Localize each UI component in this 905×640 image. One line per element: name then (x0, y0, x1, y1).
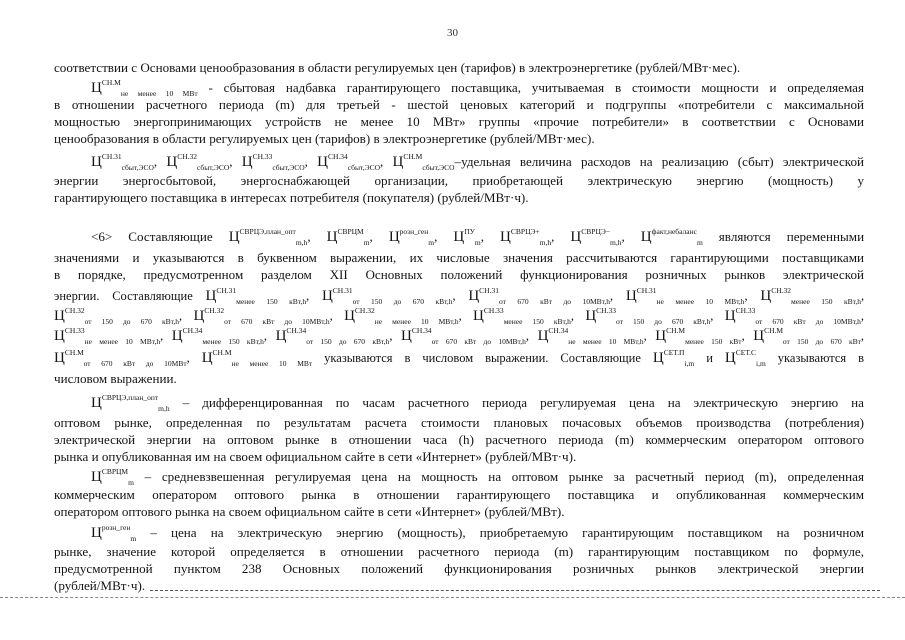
paragraph-line: энергии энергосбытовой, энергоснабжающей организации, приобретающей электрическую энергию (мощность) у (54, 173, 864, 188)
formula-symbol: $Ц^{СН.34}_{не менее 10 МВт,h}$, (537, 326, 647, 346)
formula-symbol: $Ц^{СН.31}_{от 670 кВт до 10МВт,h}$, (468, 286, 614, 306)
formula-symbol: $Ц^{СН.34}_{менее 150 кВт,h}$, (171, 326, 268, 346)
formula-symbol: $Ц^{СВРЦЭ,план\_опт}_{m,h}$, $Ц^{СВРЦМ}_m$, $Ц^{розн\_ген}_m$, $Ц^{ПУ}_m$, $Ц^{СВРЦЭ+}_{m,h}$, $Ц^{СВРЦЭ-}_{m,h}$, $Ц^{факт,небаланс}_m$ (228, 227, 703, 247)
formula-symbol: $Ц^{СВРЦЭ,план\_опт}_{m,h}$ (91, 393, 170, 413)
page-number: 30 (447, 27, 458, 39)
paragraph-line: (рублей/МВт·ч). (54, 578, 146, 593)
formula-symbol: $Ц^{СН.32}_{от 670 кВт до 10МВт,h}$, (193, 306, 333, 326)
formula-symbol: $Ц^{СН.31}_{не менее 10 МВт,h}$, (625, 286, 748, 306)
formula-symbol: $Ц^{СН.М}_{от 670 кВт до 10МВт}$, (54, 348, 190, 368)
formula-symbol: $Ц^{СН.32}_{от 150 до 670 кВт,h}$, (54, 306, 183, 326)
formula-symbol: $Ц^{СН.М}_{от 150 до 670 кВт}$, (753, 326, 865, 346)
definition-line: $Ц^{СН.М}_{не менее 10 МВт}$ - сбытовая надбавка гарантирующего поставщика, учитываемая в стоимости мощности и определяемая (91, 78, 864, 98)
paragraph-line: оптовом рынке, определенная по результатам расчета стоимости плановых почасовых объемов производства (потребления) (54, 415, 864, 430)
formula-symbol: $Ц^{СВРЦМ}_m$ (91, 467, 134, 487)
formula-row (54, 308, 864, 326)
paragraph-line: соответствии с Основами ценообразования в области регулируемых цен (тарифов) в электроэнергетике (рублей/МВт·мес). (54, 60, 741, 75)
formula-symbol: $Ц^{СН.33}_{от 150 до 670 кВт,h}$, (585, 306, 714, 326)
paragraph-line: ценообразования в области регулируемых цен (тарифов) в электроэнергетике (рублей/МВт·мес). (54, 131, 595, 146)
formula-symbol: $Ц^{СН.33}_{не менее 10 МВт,h}$, (54, 326, 164, 346)
paragraph-line: значениями и указываются в буквенном выражении, их числовые значения рассчитываются гарантирующими поставщиками (54, 250, 864, 265)
definition-line: $Ц^{СВРЦЭ,план\_опт}_{m,h}$ – дифференцированная по часам расчетного периода регулируемая цена на электрическую энергию на (91, 393, 864, 413)
formula-symbol: $Ц^{СН.М}_{менее 150 кВт}$, (655, 326, 745, 346)
formula-symbol: $Ц^{СН.34}_{от 150 до 670 кВт,h}$, (275, 326, 393, 346)
paragraph-line: предусмотренной пунктом 238 Основных положений функционирования розничных рынков электрической энергии (54, 561, 864, 576)
paragraph-line: оператором оптового рынка на своем официальном сайте в сети «Интернет» (рублей/МВт). (54, 504, 565, 519)
formula-symbol: $Ц^{СН.33}_{от 670 кВт до 10МВт,h}$, (724, 306, 865, 326)
paragraph-line: коммерческим оператором оптового рынка в отношении гарантирующего поставщика и опубликованная коммерческим (54, 487, 864, 502)
formula-symbol: $Ц^{СН.31}_{от 150 до 670 кВт,h}$, (321, 286, 456, 306)
formula-symbol: $Ц^{СН.М}_{не менее 10 МВт}$ (91, 78, 198, 98)
paragraph-line: в отношении расчетного периода (m) для третьей - шестой ценовых категорий и подгруппы «потребители с максимальной (54, 97, 864, 112)
formula-symbol: $Ц^{СН.32}_{менее 150 кВт,h}$, (760, 286, 865, 306)
formula-symbol: $Ц^{розн\_ген}_m$ (91, 523, 137, 543)
paragraph-line: гарантирующего поставщика в интересах потребителя (покупателя) (рублей/МВт·ч). (54, 190, 529, 205)
paragraph-line: рынке, значение которой определяется в отношении расчетного периода (m) гарантирующим поставщиком по формуле, (54, 544, 864, 559)
formula-symbol: $Ц^{СН.34}_{от 670 кВт до 10МВт,h}$, (400, 326, 530, 346)
formula-symbol: $Ц^{СН.31}_{сбыт,ЭСО}$, $Ц^{СН.32}_{сбыт,ЭСО}$, $Ц^{СН.33}_{сбыт,ЭСО}$, $Ц^{СН.34}_{сбыт,ЭСО}$, $Ц^{СН.М}_{сбыт,ЭСО}-$ (91, 152, 462, 172)
formula-row (54, 328, 864, 346)
definition-line: $Ц^{розн\_ген}_m$ – цена на электрическую энергию (мощность), приобретаемую гарантирующим поставщиком на розничном (91, 523, 864, 543)
scan-dashed-line (150, 590, 880, 591)
scan-dashed-line (0, 597, 905, 598)
paragraph-line: в порядке, предусмотренном разделом XII Основных положений функционирования розничных рынков электрической (54, 267, 864, 282)
paragraph-line: рынка и опубликованная им на своем официальном сайте в сети «Интернет» (рублей/МВт·ч). (54, 449, 577, 464)
paragraph-line: электрической энергии на оптовом рынке в отношении часа (h) расчетного периода (m) коммерческим оператором оптового (54, 432, 864, 447)
formula-symbol: $Ц^{СН.32}_{не менее 10 МВт,h}$, (344, 306, 462, 326)
formula-symbol: $Ц^{СН.31}_{менее 150 кВт,h}$, (205, 286, 310, 306)
formula-row: энергии. Составляющие $Ц^{СН.31}_{менее 150 кВт,h}$, $Ц^{СН.31}_{от 150 до 670 кВт,h}$, $Ц^{СН.31}_{от 670 кВт до 10МВт,h}$, $Ц^{СН.31}_{не менее 10 МВт,h}$, $Ц^{СН.32}_{менее 150 кВт,h}$, (54, 286, 865, 306)
formula-row: $Ц^{СН.М}_{от 670 кВт до 10МВт}$, $Ц^{СН.М}_{не менее 10 МВт}$ указываются в числовом выражении. Составляющие $Ц^{СЕТ.П}_{i,m}$ и $Ц^{СЕТ.С}_{i,m}$ указываются в (54, 348, 865, 368)
paragraph-line: числовом выражении. (54, 371, 177, 386)
definition-line: $Ц^{СВРЦМ}_m$ – средневзвешенная регулируемая цена на мощность на оптовом рынке за расчетный период (m), определенная (91, 467, 864, 487)
formula-symbol: $Ц^{СН.33}_{менее 150 кВт,h}$, (473, 306, 574, 326)
definition-line: $Ц^{СН.31}_{сбыт,ЭСО}$, $Ц^{СН.32}_{сбыт,ЭСО}$, $Ц^{СН.33}_{сбыт,ЭСО}$, $Ц^{СН.34}_{сбыт,ЭСО}$, $Ц^{СН.М}_{сбыт,ЭСО}$–удельная величина расходов на реализацию (сбыт) электрической (91, 152, 865, 172)
paragraph-line: мощностью энергопринимающих устройств не менее 10 МВт» группы «прочие потребители» в соответствии с Основами (54, 114, 864, 129)
footnote-line: <6> Составляющие $Ц^{СВРЦЭ,план\_опт}_{m,h}$, $Ц^{СВРЦМ}_m$, $Ц^{розн\_ген}_m$, $Ц^{ПУ}_m$, $Ц^{СВРЦЭ+}_{m,h}$, $Ц^{СВРЦЭ-}_{m,h}$, $Ц^{факт,небаланс}_m$ являются переменными (91, 227, 865, 247)
formula-symbol: $Ц^{СН.М}_{не менее 10 МВт}$ (201, 348, 313, 368)
formula-symbol: $Ц^{СЕТ.С}_{i,m}$ (724, 348, 766, 368)
formula-symbol: $Ц^{СЕТ.П}_{i,m}$ (652, 348, 695, 368)
